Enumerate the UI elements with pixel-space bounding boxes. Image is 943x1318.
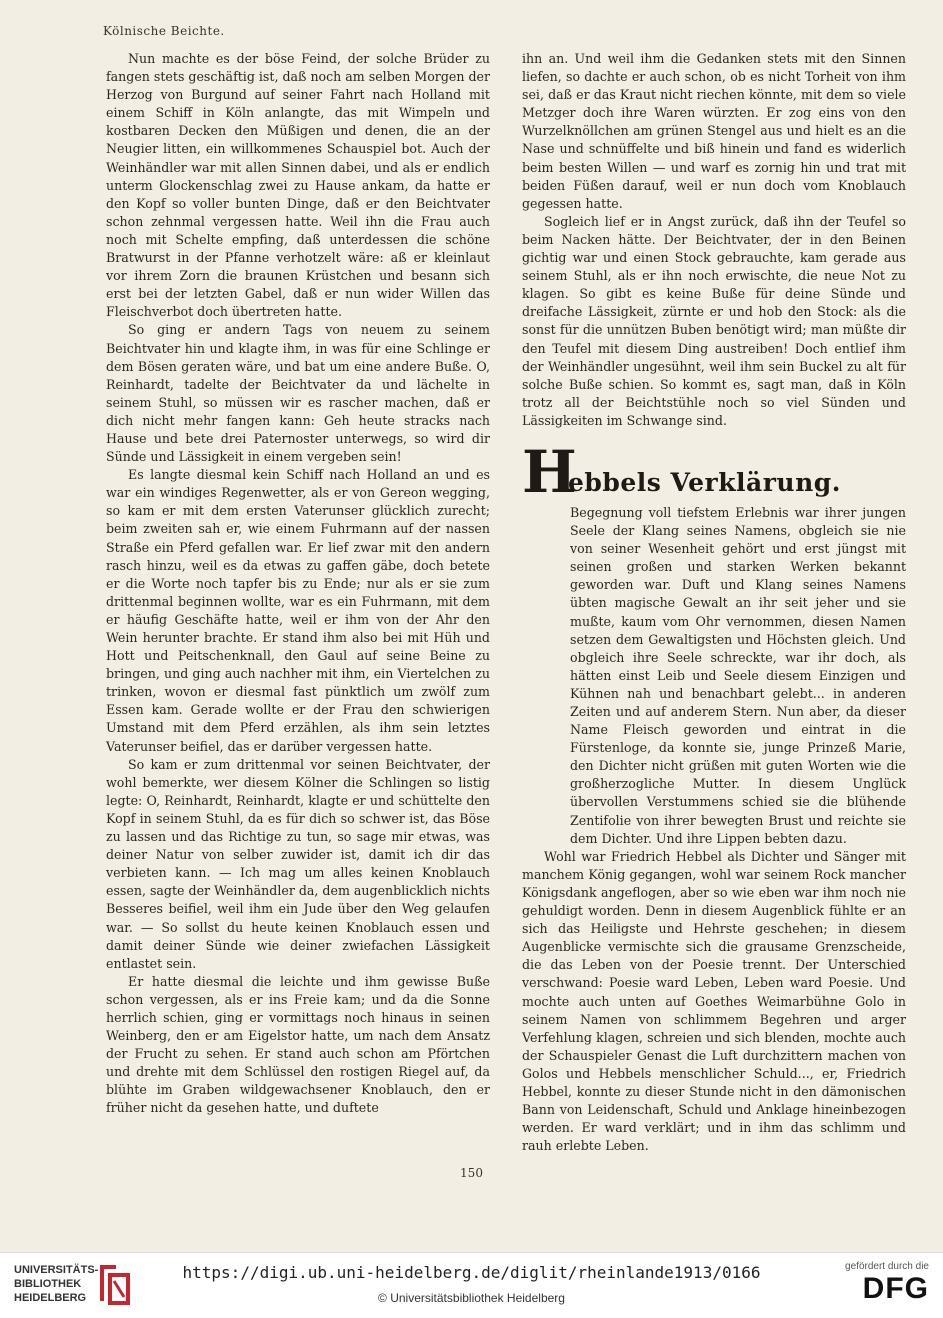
left-column [106,50,490,1118]
viewer-footer [0,1252,943,1318]
paragraph: Es langte diesmal kein Schiff nach Holland an und es war ein windiges Regenwetter, als er von Gereon wegging, so kam er mit dem ersten Vaterunser glücklich zurecht; beim zweiten sah er, wie einem Fuhrmann auf der nassen Straße ein Pferd gefallen war. Er lief zwar mit den andern rasch hinzu, weil es da etwas zu gaffen gäbe, doch betete er die Worte noch tapfer bis zu Ende; nur als er sie zum drittenmal beginnen wollte, war es ein Fuhrmann, mit dem er häufig Geschäfte hatte, weil er ihm von der Ahr den Wein herunter brachte. Er stand ihm also bei mit Hüh und Hott und Peitschenknall, den Gaul auf seine Beine zu bringen, und ging auch nachher mit ihm, ein Viertelchen zu trinken, wovon er diesmal fast pünktlich um zwölf zum Essen kam. Gerade wollte er der Frau den schwierigen Umstand mit dem Pferd erzählen, als ihm sein letztes Vaterunser beifiel, das er darüber vergessen hatte. [106,467,490,754]
right-column [522,50,906,1155]
dfg-logo: DFG [862,1272,929,1305]
paragraph: Er hatte diesmal die leichte und ihm gewisse Buße schon vergessen, als er ins Freie kam; und da die Sonne herrlich schien, ging er vormittags noch hinaus in seinen Weinberg, den er am Eigelstor hatte, um nach dem Ansatz der Frucht zu sehen. Er stand auch schon am Pförtchen und drehte mit dem Schlüssel den rostigen Riegel auf, da blühte im Graben wildgewachsener Knoblauch, den er früher nicht da gesehen hatte, und duftete [106,973,490,1116]
permalink-url[interactable]: https://digi.ub.uni-heidelberg.de/diglit/rheinlande1913/0166 [182,1263,761,1282]
paragraph: So kam er zum drittenmal vor seinen Beichtvater, der wohl bemerkte, wer diesem Kölner die Schlingen so listig legte: O, Reinhardt, Reinhardt, klagte er und schüttelte den Kopf in seinem Stuhl, da es für dich so schwer ist, das Böse zu lassen und das Richtige zu tun, so sage mir etwas, was deiner Natur von selber zuwider ist, damit ich dir das verbieten kann. — Ich mag um alles keinen Knoblauch essen, sagte der Weinhändler da, dem augenblicklich nichts Besseres beifiel, weil ihm ein Jude über den Weg gelaufen war. — So sollst du heute keinen Knoblauch essen und damit deiner Sünde wie deiner zwiefachen Lässigkeit entlastet sein. [106,756,490,971]
paragraph: So ging er andern Tags von neuem zu seinem Beichtvater hin und klagte ihm, in was für eine Schlinge er dem Bösen geraten wäre, und bat um eine andere Buße. O, Reinhardt, tadelte der Beichtvater da und lächelte in seinem Stuhl, so müssen wir es rascher machen, daß er dich nicht mehr fangen kann: Geh heute stracks nach Hause und bete drei Paternoster unterwegs, so wird dir Sünde und Lässigkeit in einem vergeben sein! [106,322,490,465]
funder-block [809,1261,929,1306]
paragraph: Nun machte es der böse Feind, der solche Brüder zu fangen stets geschäftig ist, daß noch am selben Morgen der Herzog von Burgund auf seiner Fahrt nach Holland mit einem Schiff in Köln anlangte, das mit Wimpeln und kostbaren Decken den Müßigen und denen, die an der Neugier litten, ein willkommenes Schauspiel bot. Auch der Weinhändler war mit allen Sinnen dabei, und als er endlich unterm Glockenschlag zwei zu Hause ankam, da hatte er den Kopf so voller bunten Dinge, daß er den Beichtvater schon zehnmal vergessen hatte. Weil ihn die Frau auch noch mit Schelte empfing, daß unterdessen die schöne Bratwurst in der Pfanne verhotzelt wäre: aß er kleinlaut vor ihrem Zorn die braunen Krüstchen und besann sich erst bei der letzten Gabel, daß er nun wider Willen das Fleischverbot doch übertreten hatte. [106,51,490,320]
running-head: Kölnische Beichte. [103,24,225,38]
page-number: 150 [460,1166,483,1180]
paragraph: Begegnung voll tiefstem Erlebnis war ihrer jungen Seele der Klang seines Namens, obgleich sie nie von seiner Wesenheit gehört und erst jüngst mit seinen großen und starken Werken bekannt geworden war. Duft und Klang seines Namens übten magische Gewalt an ihr seit jeher und sie mußte, kaum vom Ohr vernommen, diesen Namen setzen dem Gewaltigsten und Höchsten gleich. Und obgleich ihre Seele schreckte, war ihr doch, als hätten einst Leib und Seele diesem Einzigen und Kühnen nah und benachbart gelebt... in anderen Zeiten und auf anderem Stern. Nun aber, da dieser Name Fleisch geworden und eintrat in die Fürstenloge, da konnte sie, junge Prinzeß Marie, den Dichter nicht grüßen mit guten Worten wie die großherzogliche Mutter. In diesem Unglück übervollen Verstummens schied sie die blühende Zentifolie von ihrer bewegten Brust und reichte sie dem Dichter. Und ihre Lippen bebten dazu. [570,504,906,846]
library-name-line: BIBLIOTHEK [14,1278,82,1290]
paragraph: Wohl war Friedrich Hebbel als Dichter und Sänger mit manchem König gegangen, wohl war seinem Rock mancher Königsdank angeflogen, aber so wie eben war ihm noch nie gehuldigt worden. Denn in diesem Augenblick fühlte er an sich das Heiligste und Hehrste geschehen; in diesem Augenblicke vermischte sich die grausame Grenzscheide, die das Leben von der Poesie trennt. Der Unterschied verschwand: Poesie ward Leben, Leben ward Poesie. Und mochte auch unten auf Goethes Weimarbühne Golo in seinem Namen von schlimmem Begehren und arger Verfehlung klagen, schreien und sich blenden, mochte auch der Schauspieler Genast die Luft durchzittern machen von Golos und Hebbels menschlicher Schuld..., er, Friedrich Hebbel, konnte zu dieser Stunde nicht in den dämonischen Bann von Leidenschaft, Schuld und Anklage hineinbezogen werden. Er ward verklärt; und in ihm das schlimm und rauh erlebte Leben. [522,848,906,1154]
section-title: ebbels Verklärung. [568,467,841,497]
copyright-notice: © Universitätsbibliothek Heidelberg [378,1291,565,1305]
section-heading [522,437,906,506]
library-name-line: UNIVERSITÄTS- [14,1264,99,1276]
paragraph: ihn an. Und weil ihm die Gedanken stets mit den Sinnen liefen, so dachte er auch schon, ob es nicht Torheit von ihm sei, daß er das Kraut nicht riechen könnte, mit dem so viele Metzger doch ihre Waren würzten. Er zog eins von den Wurzelknöllchen am grünen Stengel aus und hielt es an die Nase und schnüffelte und biß hinein und fand es widerlich beim besten Willen — und warf es zornig hin und trat mit beiden Füßen darauf, weil er nun doch vom Knoblauch gegessen hatte. [522,51,906,211]
drop-cap: H [522,437,577,506]
library-name-line: HEIDELBERG [14,1292,87,1304]
funded-by-label: gefördert durch die [845,1261,929,1272]
paragraph: Sogleich lief er in Angst zurück, daß ihn der Teufel so beim Nacken hätte. Der Beichtvater, der in den Beinen gichtig war und einen Stock gebrauchte, kam gerade aus seinem Stuhl, als er ihn noch erwischte, die neue Not zu klagen. So gibt es keine Buße für deine Sünde und dreifache Lässigkeit, zürnte er und hob den Stock: als die sonst für die unnützen Buben benötigt wird; man müßte dir den Teufel mit diesem Ding austreiben! Doch entlief ihm der Weinhändler ungesühnt, weil ihm sein Buckel zu alt für solche Buße schien. So kommt es, sagt man, daß in Köln trotz all der Beichtstühle noch so viel Sünden und Lässigkeiten im Schwange sind. [522,213,906,428]
